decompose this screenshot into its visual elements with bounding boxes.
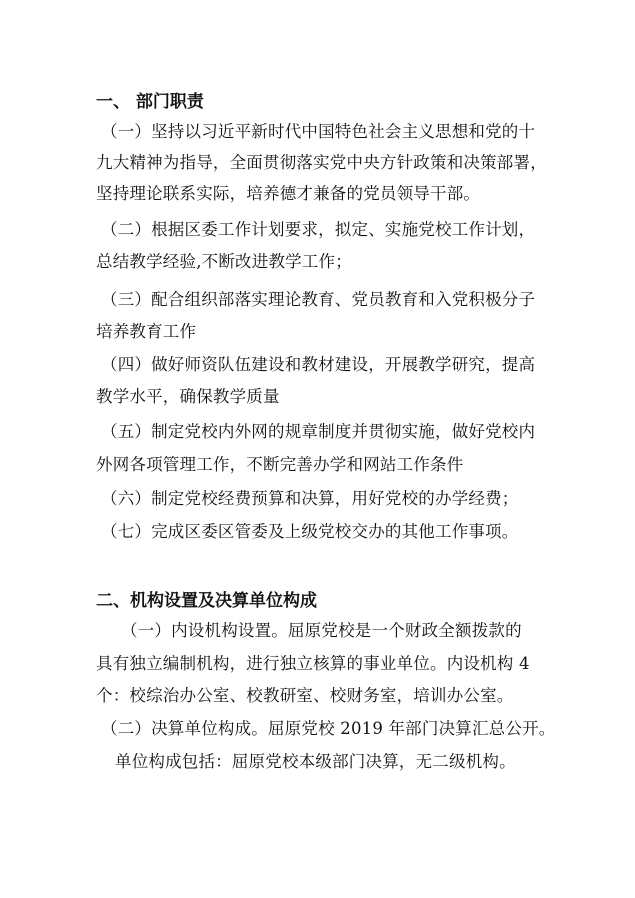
paragraph-line: （一）内设机构设置。屈原党校是一个财政全额拨款的 [121,621,522,640]
paragraph-line: 外网各项管理工作，不断完善办学和网站工作条件 [96,455,464,474]
section-heading-duties: 一、 部门职责 [96,92,204,112]
paragraph-line: （二）根据区委工作计划要求，拟定、实施党校工作计划， [101,220,536,239]
paragraph-line: （四）做好师资队伍建设和教材建设，开展教学研究，提高 [101,355,536,374]
paragraph-line: （一）坚持以习近平新时代中国特色社会主义思想和党的十 [101,122,536,141]
paragraph-line: （五）制定党校内外网的规章制度并贯彻实施，做好党校内 [101,422,536,441]
paragraph-line: 单位构成包括：屈原党校本级部门决算，无二级机构。 [115,752,516,771]
paragraph-line: 培养教育工作 [96,322,197,341]
paragraph-line: 坚持理论联系实际，培养德才兼备的党员领导干部。 [96,184,481,203]
paragraph-line: 教学水平，确保教学质量 [96,387,280,406]
section-heading-structure: 二、机构设置及决算单位构成 [96,591,317,611]
paragraph-line: 个：校综治办公室、校教研室、校财务室，培训办公室。 [96,686,514,705]
paragraph-line: 总结教学经验,不断改进教学工作； [96,252,352,271]
paragraph-line: （七）完成区委区管委及上级党校交办的其他工作事项。 [101,522,519,541]
paragraph-line: （三）配合组织部落实理论教育、党员教育和入党积极分子 [101,290,536,309]
paragraph-line: 九大精神为指导，全面贯彻落实党中央方针政策和决策部署， [96,153,547,172]
paragraph-line: （二）决算单位构成。屈原党校 2019 年部门决算汇总公开。 [101,719,556,738]
paragraph-line: 具有独立编制机构，进行独立核算的事业单位。内设机构 4 [96,654,530,673]
paragraph-line: （六）制定党校经费预算和决算，用好党校的办学经费； [101,489,519,508]
